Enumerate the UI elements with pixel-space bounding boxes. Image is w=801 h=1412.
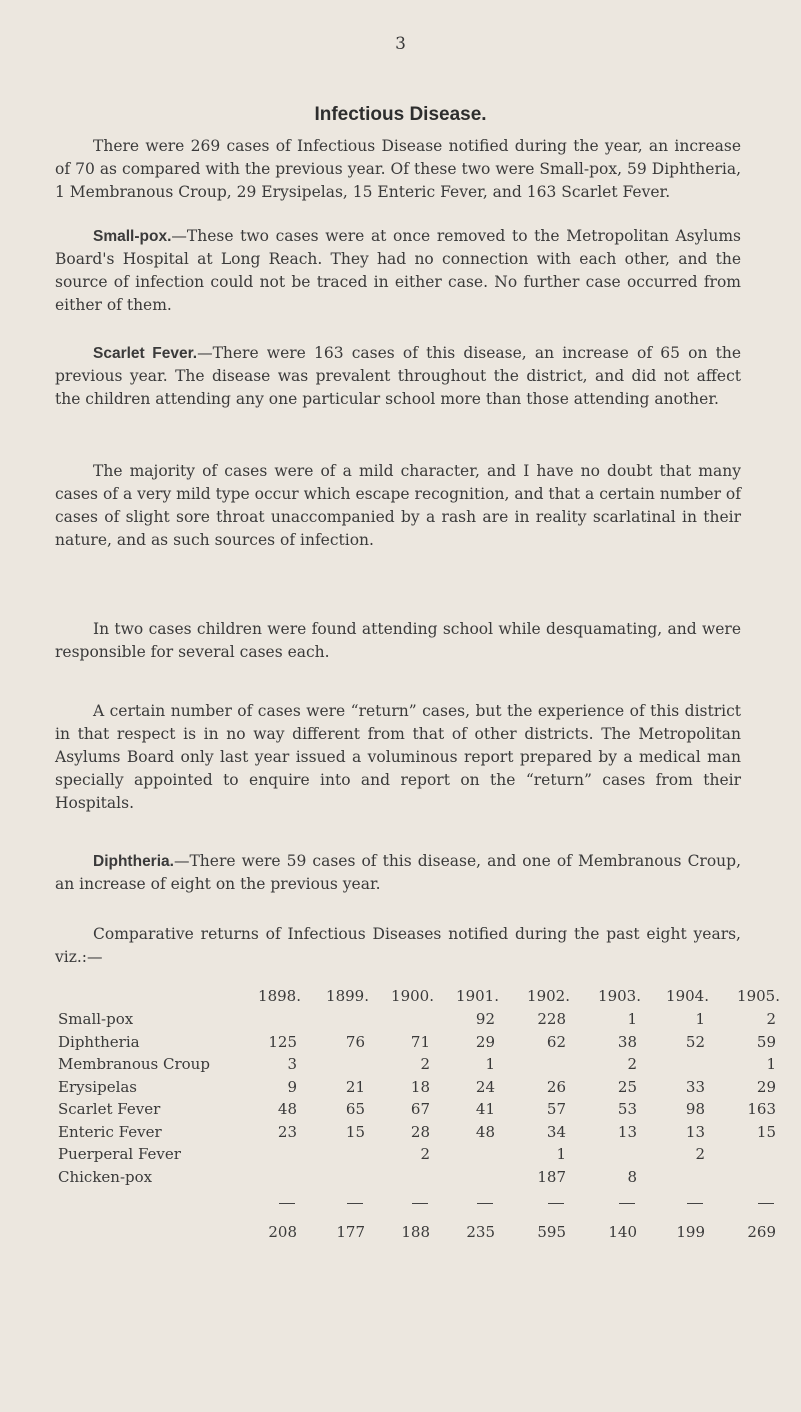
table-cell: 2 (627, 1055, 637, 1073)
disease-label: Membranous Croup (58, 1055, 210, 1073)
disease-label: Puerperal Fever (58, 1145, 181, 1163)
table-cell: 1 (627, 1010, 637, 1028)
disease-label: Diphtheria (58, 1032, 140, 1051)
disease-label: Chicken-pox (58, 1167, 153, 1186)
total-cell: 177 (336, 1223, 365, 1241)
table-cell: 71 (410, 1032, 430, 1051)
table-cell: 2 (420, 1145, 430, 1163)
total-divider (412, 1203, 428, 1204)
table-cell: 76 (345, 1032, 365, 1051)
page-number: 3 (395, 34, 406, 54)
total-divider (687, 1203, 703, 1204)
table-cell: 24 (475, 1077, 495, 1096)
scarlet-text: —There were 163 cases of this disease, an increase of 65 on the previous year. The disease was prevalent throughout the district, and did not affect the children attending any one particular school more than those attending another. (55, 344, 741, 408)
table-cell: 48 (277, 1100, 297, 1118)
table-cell: 34 (546, 1122, 566, 1141)
year-header: 1901. (456, 987, 499, 1005)
return-cases-paragraph: A certain number of cases were “return” cases, but the experience of this district in that respect is in no way different from that of other districts. The Metropolitan Asylums Board only last year issued a voluminous report prepared by a medical man specially appointed to enquire into and report on the “return” cases from their Hospitals. (55, 702, 741, 812)
total-divider (548, 1203, 564, 1204)
diphtheria-lead: Diphtheria. (93, 853, 174, 870)
table-cell: 125 (268, 1032, 297, 1051)
disease-label: Enteric Fever (58, 1122, 162, 1141)
total-cell: 269 (747, 1223, 776, 1241)
total-divider (619, 1203, 635, 1204)
table-cell: 13 (685, 1122, 705, 1141)
table-cell: 62 (546, 1032, 566, 1051)
table-cell: 23 (277, 1122, 297, 1141)
table-cell: 48 (475, 1122, 495, 1141)
table-cell: 3 (287, 1055, 297, 1073)
total-cell: 235 (466, 1223, 495, 1241)
table-cell: 15 (756, 1122, 776, 1141)
table-cell: 228 (537, 1010, 566, 1028)
total-cell: 188 (401, 1223, 430, 1241)
table-cell: 28 (410, 1122, 430, 1141)
table-cell: 163 (747, 1100, 776, 1118)
table-cell: 59 (756, 1032, 776, 1051)
year-header: 1900. (391, 987, 434, 1005)
smallpox-lead: Small-pox. (93, 228, 172, 245)
table-cell: 2 (766, 1010, 776, 1028)
table-cell: 53 (617, 1100, 637, 1118)
table-cell: 187 (537, 1167, 566, 1186)
table-cell: 26 (546, 1077, 566, 1096)
table-cell: 67 (410, 1100, 430, 1118)
table-cell: 98 (685, 1100, 705, 1118)
table-cell: 25 (617, 1077, 637, 1096)
table-cell: 29 (475, 1032, 495, 1051)
total-divider (758, 1203, 774, 1204)
table-cell: 2 (695, 1145, 705, 1163)
table-cell: 1 (766, 1055, 776, 1073)
total-cell: 140 (608, 1223, 637, 1241)
table-cell: 29 (756, 1077, 776, 1096)
table-cell: 9 (287, 1077, 297, 1096)
table-cell: 1 (695, 1010, 705, 1028)
year-header: 1903. (598, 987, 641, 1005)
disease-label: Erysipelas (58, 1077, 138, 1096)
table-cell: 21 (345, 1077, 365, 1096)
diphtheria-text: —There were 59 cases of this disease, and one of Membranous Croup, an increase of eight on the previous year. (55, 852, 741, 893)
total-cell: 595 (537, 1223, 566, 1241)
table-cell: 15 (345, 1122, 365, 1141)
scarlet-lead: Scarlet Fever. (93, 345, 198, 362)
table-cell: 38 (617, 1032, 637, 1051)
table-cell: 8 (627, 1167, 637, 1186)
majority-paragraph: The majority of cases were of a mild character, and I have no doubt that many cases of a very mild type occur which escape recognition, and that a certain number of cases of slight sore throat unaccompanied by a rash are in reality scarlatinal in their nature, and as such sources of infection. (55, 462, 741, 549)
table-cell: 1 (485, 1055, 495, 1073)
table-cell: 92 (475, 1010, 495, 1028)
section-heading: Infectious Disease. (314, 104, 487, 125)
table-cell: 2 (420, 1055, 430, 1073)
total-cell: 199 (676, 1223, 705, 1241)
table-cell: 33 (685, 1077, 705, 1096)
total-divider (347, 1203, 363, 1204)
year-header: 1898. (258, 987, 301, 1005)
table-cell: 41 (475, 1100, 495, 1118)
table-cell: 18 (410, 1077, 430, 1096)
comparative-paragraph: Comparative returns of Infectious Diseases notified during the past eight years, viz.:— (55, 925, 741, 966)
total-cell: 208 (268, 1223, 297, 1241)
year-header: 1904. (666, 987, 709, 1005)
smallpox-text: —These two cases were at once removed to the Metropolitan Asylums Board's Hospital at Long Reach. They had no connection with each other, and the source of infection could not be traced in either case. No further case occurred from either of them. (55, 227, 741, 314)
year-header: 1905. (737, 987, 780, 1005)
table-cell: 52 (685, 1032, 705, 1051)
total-divider (477, 1203, 493, 1204)
table-cell: 65 (345, 1100, 365, 1118)
total-divider (279, 1203, 295, 1204)
disease-label: Scarlet Fever (58, 1100, 161, 1118)
year-header: 1902. (527, 987, 570, 1005)
intro-paragraph: There were 269 cases of Infectious Disease notified during the year, an increase of 70 as compared with the previous year. Of these two were Small-pox, 59 Diphtheria, 1 Membranous Croup, 29 Erysipelas, 15 Enteric Fever, and 163 Scarlet Fever. (55, 137, 741, 201)
table-cell: 13 (617, 1122, 637, 1141)
table-cell: 57 (546, 1100, 566, 1118)
table-cell: 1 (556, 1145, 566, 1163)
desquamating-paragraph: In two cases children were found attending school while desquamating, and were responsible for several cases each. (55, 620, 741, 661)
disease-label: Small-pox (58, 1010, 134, 1028)
year-header: 1899. (326, 987, 369, 1005)
